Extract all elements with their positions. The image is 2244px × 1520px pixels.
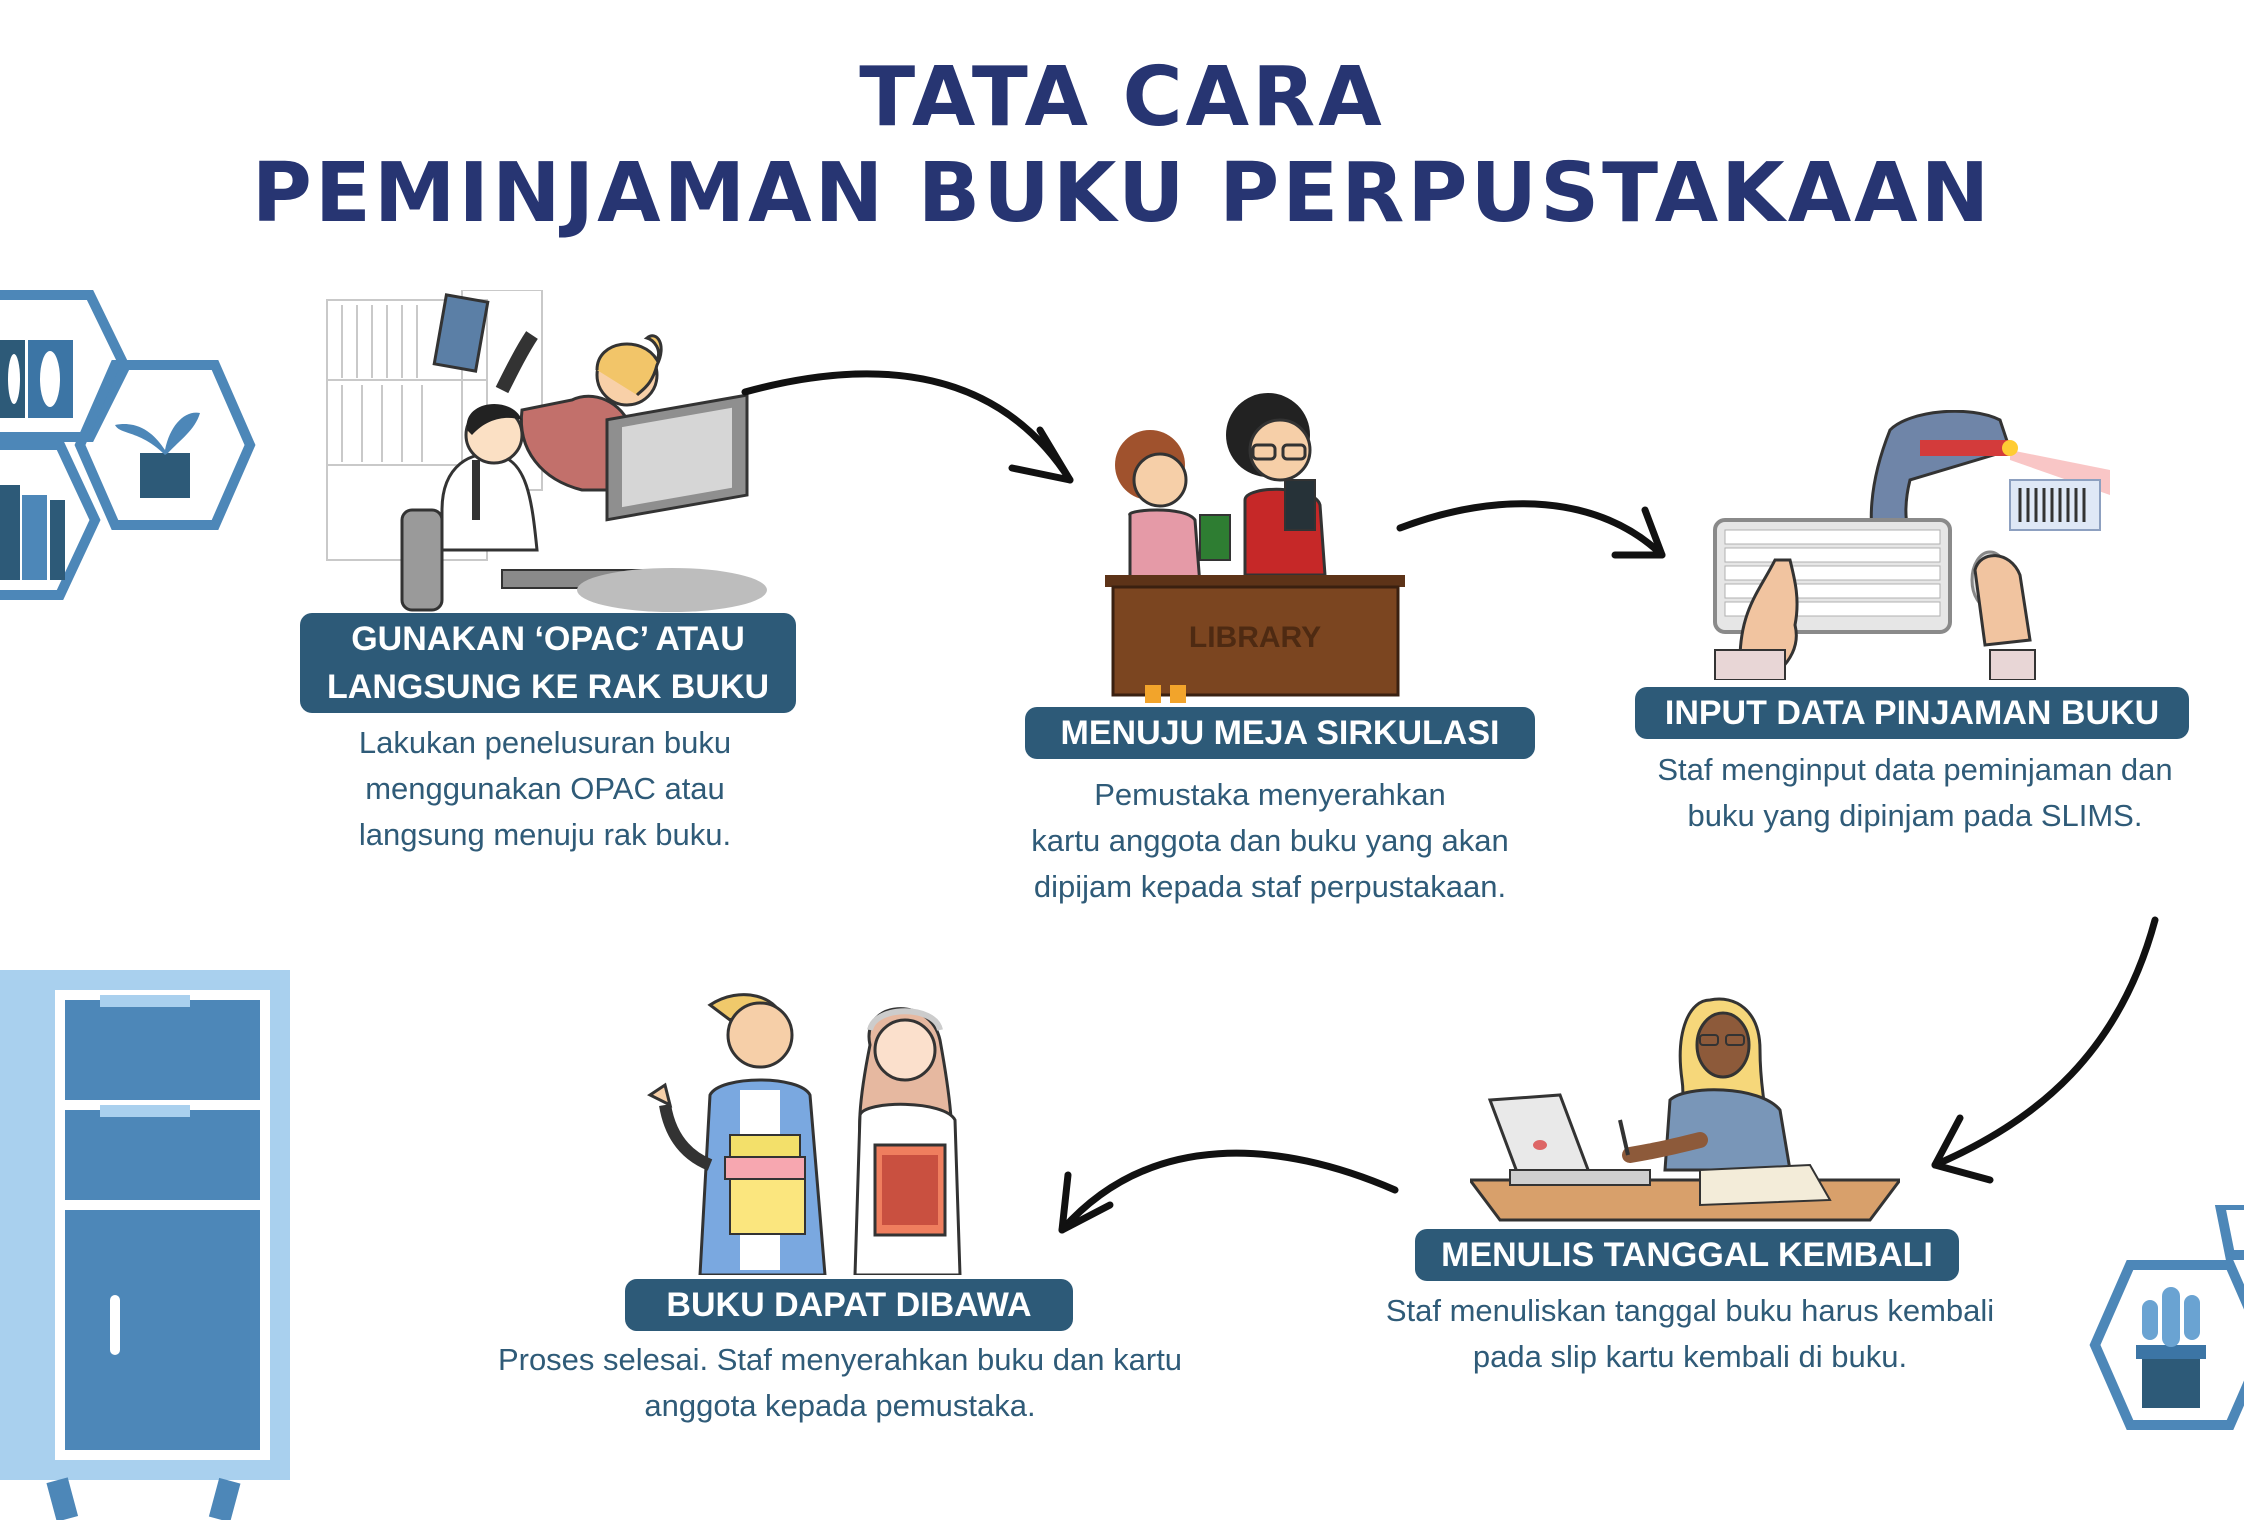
library-desk-sign: LIBRARY [1188, 621, 1322, 654]
step-5-label: BUKU DAPAT DIBAWA [625, 1279, 1073, 1331]
arrow-step3-to-step4 [1935, 920, 2155, 1165]
arrow-step1-to-step2 [745, 374, 1070, 480]
title-line-2: PEMINJAMAN BUKU PERPUSTAKAAN [251, 146, 1993, 241]
step-3-description: Staf menginput data peminjaman dan buku yang dipinjam pada SLIMS. [1657, 752, 2173, 833]
step-4-description: Staf menuliskan tanggal buku harus kembali pada slip kartu kembali di buku. [1385, 1293, 1995, 1374]
step-5-description: Proses selesai. Staf menyerahkan buku dan kartu anggota kepada pemustaka. [497, 1342, 1183, 1423]
step-1-label: GUNAKAN ‘OPAC’ ATAU LANGSUNG KE RAK BUKU [300, 613, 796, 713]
step-2-label: MENUJU MEJA SIRKULASI [1025, 707, 1535, 759]
arrow-step4-to-step5 [1062, 1153, 1395, 1230]
arrow-step2-to-step3 [1400, 504, 1662, 555]
title-line-1: TATA CARA [859, 50, 1385, 145]
step-3-label: INPUT DATA PINJAMAN BUKU [1635, 687, 2189, 739]
step-2-description: Pemustaka menyerahkan kartu anggota dan buku yang akan dipijam kepada staf perpustakaan. [1031, 777, 1509, 904]
step-1-description: Lakukan penelusuran buku menggunakan OPAC atau langsung menuju rak buku. [358, 725, 732, 852]
step-4-label: MENULIS TANGGAL KEMBALI [1415, 1229, 1959, 1281]
